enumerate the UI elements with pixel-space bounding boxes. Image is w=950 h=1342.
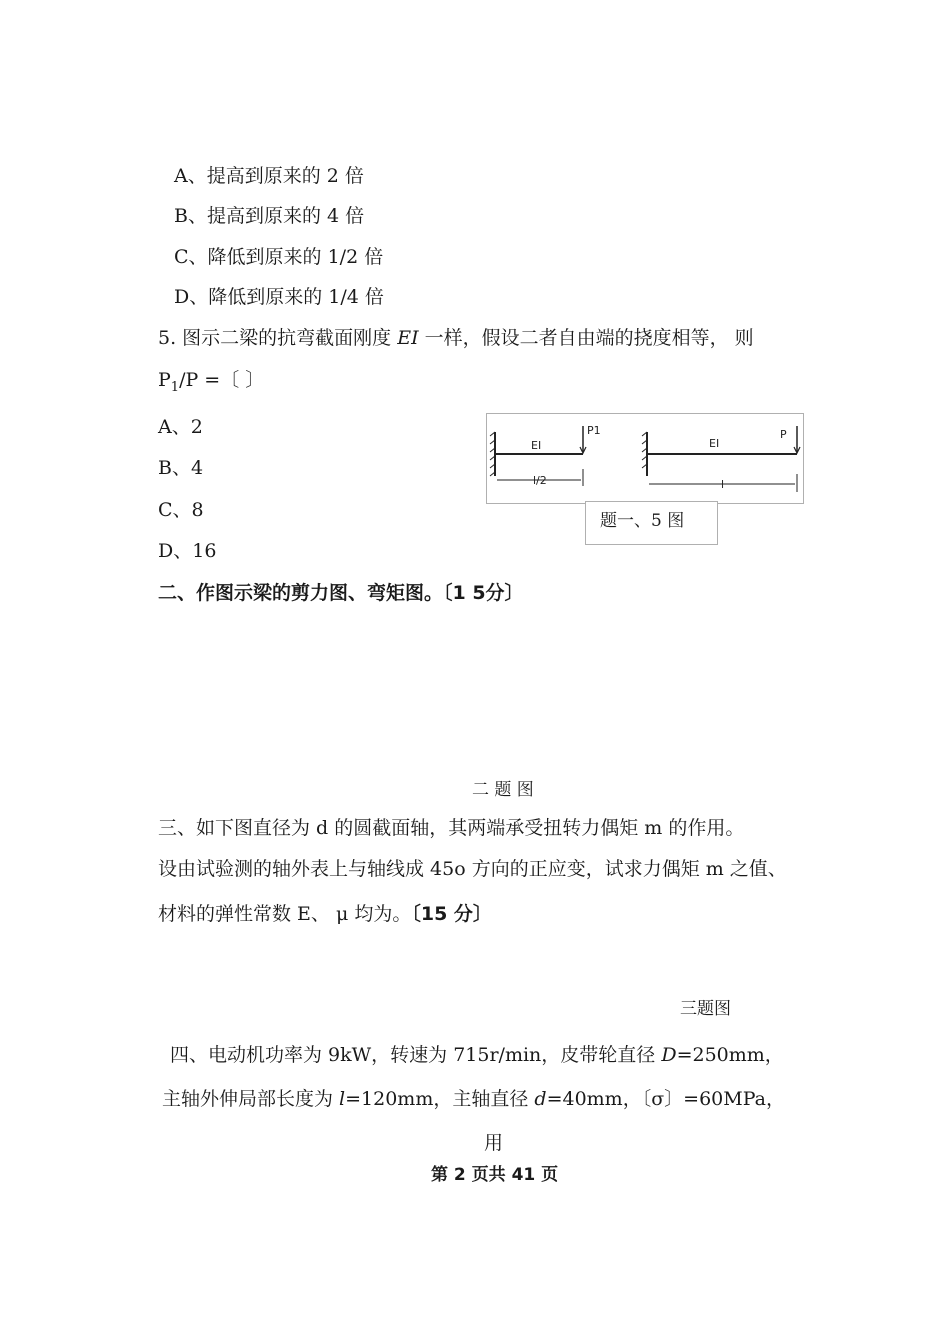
section4-line2-c: =40mm，〔σ〕=60MPa， [546, 1088, 785, 1110]
q5-text-before: 5. 图示二梁的抗弯截面刚度 [158, 327, 398, 349]
q4-option-c: C、降低到原来的 1/2 倍 [174, 246, 384, 268]
q5-text-after: 一样，假设二者自由端的挠度相等， 则 [418, 327, 754, 349]
section4-line1-b: =250mm， [676, 1044, 784, 1066]
left-load-label: P1 [587, 424, 601, 437]
beam-diagram [487, 414, 803, 503]
q5-question-line1 [158, 326, 754, 350]
q4-option-a: A、提高到原来的 2 倍 [174, 165, 364, 187]
section4-line1 [170, 1043, 784, 1067]
section4-line2-b: =120mm，主轴直径 [345, 1088, 535, 1110]
q5-p: P [158, 369, 171, 391]
section4-var-D: D [661, 1044, 677, 1066]
section3-score: 〔15 分〕 [411, 903, 492, 925]
q5-figure-caption: 题一、5 图 [600, 511, 685, 531]
right-beam [642, 426, 800, 492]
left-ei-label: EI [531, 439, 542, 452]
section3-figure-caption: 三题图 [680, 999, 731, 1019]
page-footer: 第 2 页共 41 页 [431, 1165, 559, 1185]
section3-line3-text: 材料的弹性常数 E、 μ 均为。 [158, 903, 412, 925]
section4-var-l: l [339, 1088, 346, 1110]
q5-option-a: A、2 [158, 416, 203, 438]
q5-beam-figure [486, 413, 804, 504]
section2-heading: 二、作图示梁的剪力图、弯矩图。〔1 5分〕 [158, 582, 524, 604]
section4-line3: 用 [484, 1132, 504, 1154]
section4-var-d: d [534, 1088, 547, 1110]
q5-figure-caption-box [585, 501, 718, 545]
right-length-label: l [721, 478, 725, 491]
section3-line2: 设由试验测的轴外表上与轴线成 45o 方向的正应变，试求力偶矩 m 之值、 [158, 858, 787, 880]
q5-ratio: /P =〔 〕 [179, 369, 265, 391]
left-length-label: l/2 [533, 474, 547, 487]
left-beam [490, 424, 601, 487]
section4-line1-a: 四、电动机功率为 9kW，转速为 715r/min，皮带轮直径 [170, 1044, 662, 1066]
right-load-label: P [780, 428, 787, 441]
q5-p-sub: 1 [170, 380, 180, 395]
section4-line2 [162, 1087, 785, 1111]
q4-option-b: B、提高到原来的 4 倍 [174, 205, 365, 227]
section2-figure-caption: 二 题 图 [472, 780, 534, 800]
section3-line1: 三、如下图直径为 d 的圆截面轴，其两端承受扭转力偶矩 m 的作用。 [158, 817, 745, 839]
q5-ei: EI [397, 327, 419, 349]
q4-option-d: D、降低到原来的 1/4 倍 [174, 286, 384, 308]
q5-option-d: D、16 [158, 540, 217, 562]
q5-option-c: C、8 [158, 499, 204, 521]
q5-option-b: B、4 [158, 457, 204, 479]
section4-line2-a: 主轴外伸局部长度为 [162, 1088, 340, 1110]
right-ei-label: EI [709, 437, 720, 450]
section3-line3 [158, 902, 492, 926]
q5-question-line2 [158, 368, 264, 400]
